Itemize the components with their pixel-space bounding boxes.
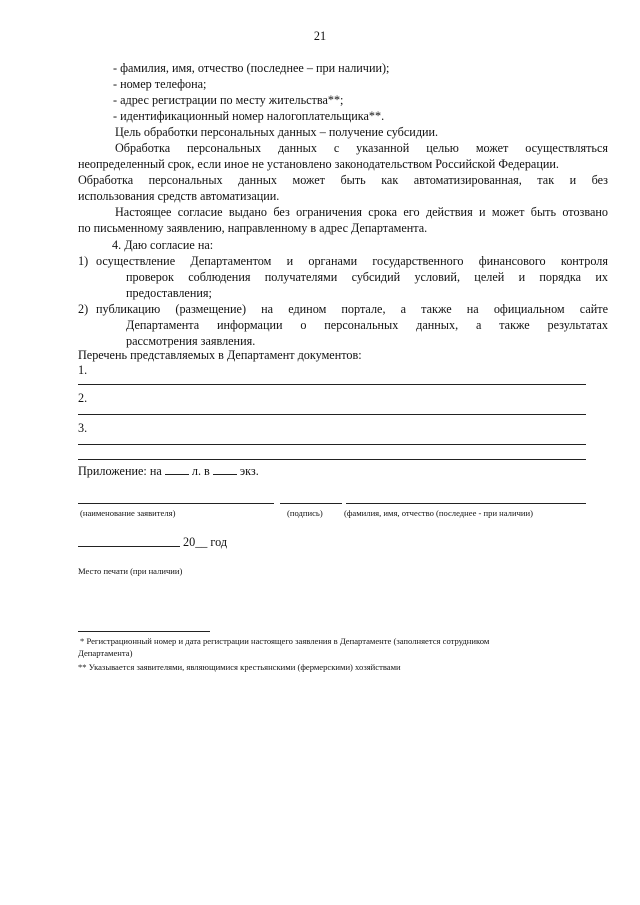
consent-item-line: осуществление Департаментом и органами государственного финансового контроля [96, 254, 608, 268]
footnote-1-line: Департамента) [78, 648, 133, 658]
document-line [78, 384, 586, 385]
consent-line: Настоящее согласие выдано без ограничения срока его действия и может быть отозвано [115, 205, 608, 219]
date-text: 20__ год [183, 535, 228, 549]
attachment-line [78, 463, 259, 479]
footnote-1-line: * Регистрационный номер и дата регистрации настоящего заявления в Департаменте (заполняется сотрудником [80, 636, 490, 646]
document-line [78, 444, 586, 445]
applicant-caption: (наименование заявителя) [80, 508, 176, 518]
consent-item-line: публикацию (размещение) на едином портале, а также на официальном сайте [96, 302, 608, 316]
data-item: - номер телефона; [113, 77, 207, 91]
consent-item-number: 1) [78, 254, 89, 268]
signature-line [280, 503, 342, 504]
stamp-text: Место печати (при наличии) [78, 566, 183, 576]
consent-line: по письменному заявлению, направленному в адрес Департамента. [78, 221, 428, 235]
attachment-pages-blank [165, 464, 189, 475]
data-item: - идентификационный номер налогоплательщика**. [113, 109, 385, 123]
attachment-suffix: экз. [239, 464, 259, 478]
footnote-2: ** Указывается заявителями, являющимися крестьянскими (фермерскими) хозяйствами [78, 662, 401, 672]
consent-item-line: проверок соблюдения получателями субсидий условий, целей и порядка их [126, 270, 608, 284]
fio-signature-line [346, 503, 586, 504]
processing-line: Обработка персональных данных с указанной целью может осуществляться [115, 141, 608, 155]
processing-line: Обработка персональных данных может быть как автоматизированная, так и без [78, 173, 608, 187]
purpose-text: Цель обработки персональных данных – получение субсидии. [115, 125, 439, 139]
attachment-middle: л. в [191, 464, 210, 478]
document-number: 2. [78, 391, 88, 405]
processing-line: неопределенный срок, если иное не установлено законодательством Российской Федерации. [78, 157, 559, 171]
footnote-separator [78, 631, 210, 632]
consent-item-number: 2) [78, 302, 89, 316]
document-line [78, 459, 586, 460]
document-number: 3. [78, 421, 88, 435]
attachment-prefix: Приложение: на [78, 464, 162, 478]
document-number: 1. [78, 363, 88, 377]
date-blank-line [78, 546, 180, 547]
consent-item-line: предоставления; [126, 286, 212, 300]
data-item: - адрес регистрации по месту жительства**; [113, 93, 344, 107]
attachment-copies-blank [213, 464, 237, 475]
processing-line: использования средств автоматизации. [78, 189, 280, 203]
consent-item-line: Департамента информации о персональных данных, а также результатах [126, 318, 608, 332]
page-number: 21 [313, 29, 327, 43]
signature-caption: (подпись) [287, 508, 323, 518]
fio-caption: (фамилия, имя, отчество (последнее - при наличии) [344, 508, 533, 518]
data-item: - фамилия, имя, отчество (последнее – при наличии); [113, 61, 390, 75]
consent-item-line: рассмотрения заявления. [126, 334, 256, 348]
consent-heading: 4. Даю согласие на: [112, 238, 214, 252]
document-line [78, 414, 586, 415]
applicant-signature-line [78, 503, 274, 504]
documents-heading: Перечень представляемых в Департамент документов: [78, 348, 362, 362]
